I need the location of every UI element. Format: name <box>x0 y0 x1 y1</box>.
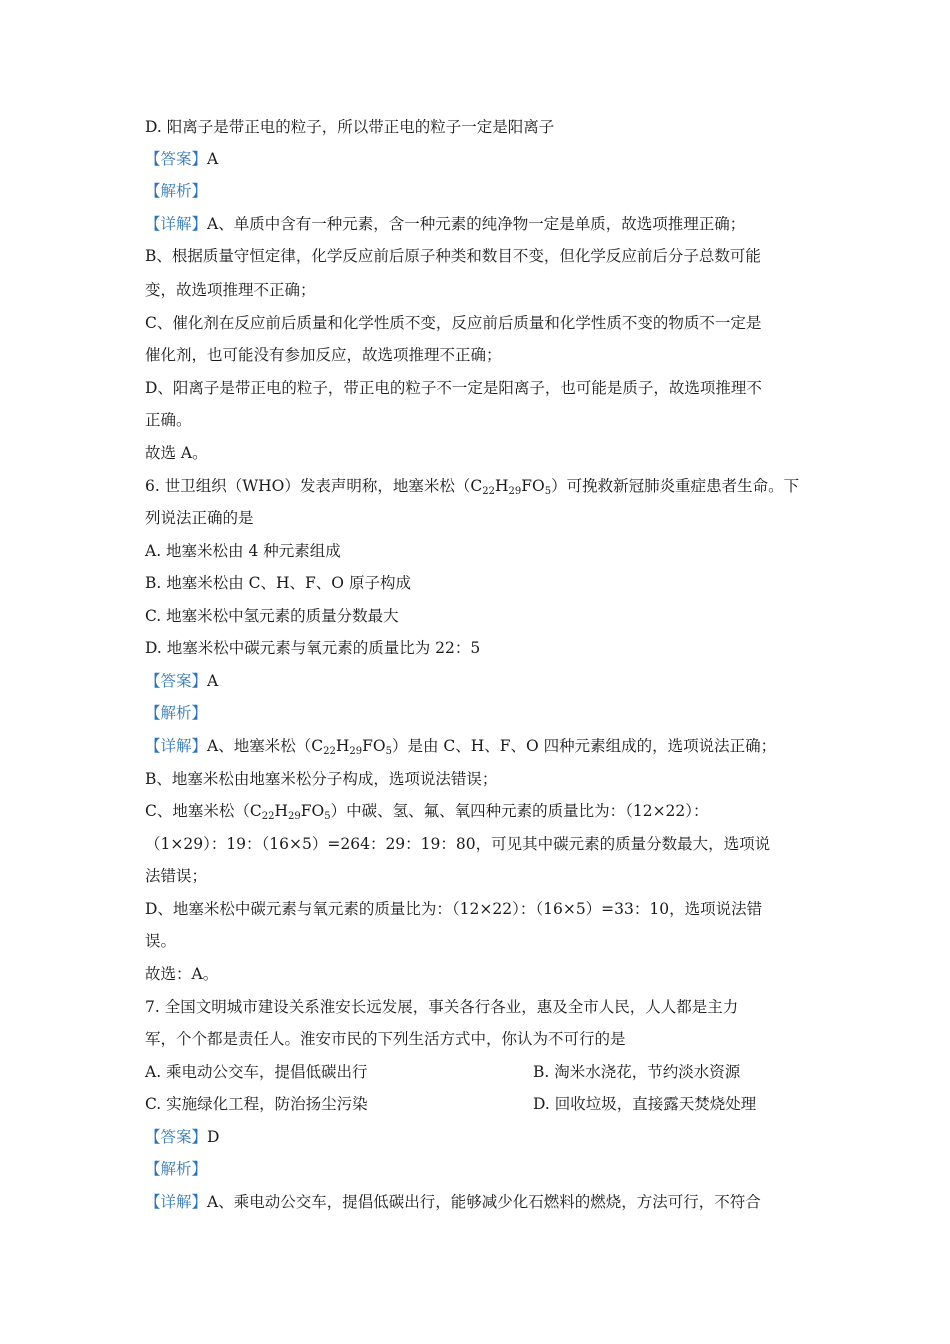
answer-line <box>145 149 810 169</box>
text-line: D、地塞米松中碳元素与氧元素的质量比为：（12×22）：（16×5）=33：10，选项说法错 <box>145 900 763 918</box>
text-line: 误。 <box>145 932 177 950</box>
detail-text: ）是由 C、H、F、O 四种元素组成的，选项说法正确； <box>391 737 777 755</box>
chemical-formula: $C_{22}H_{29}FO_5$ <box>249 802 331 822</box>
answer-tag: 【答案】 <box>145 1128 208 1146</box>
answer-line <box>145 671 810 691</box>
text-line: 变，故选项推理不正确； <box>145 281 316 299</box>
detail-line <box>145 1192 810 1212</box>
text-line: 催化剂，也可能没有参加反应，故选项推理不正确； <box>145 346 502 364</box>
option-b: B. 地塞米松由 C、H、F、O 原子构成 <box>145 574 411 592</box>
options-row <box>145 1094 810 1114</box>
detail-tag: 【详解】 <box>145 215 208 233</box>
analysis-tag-line <box>145 181 810 201</box>
conclusion-line: 故选 A。 <box>145 444 208 462</box>
option-d: D. 地塞米松中碳元素与氧元素的质量比为 22：5 <box>145 639 481 657</box>
detail-text: A、地塞米松（ <box>207 737 312 755</box>
analysis-tag: 【解析】 <box>145 1160 208 1178</box>
detail-text: A、乘电动公交车，提倡低碳出行，能够减少化石燃料的燃烧，方法可行，不符合 <box>207 1193 761 1211</box>
option-a: A. 乘电动公交车，提倡低碳出行 <box>145 1063 368 1081</box>
text-line: D、阳离子是带正电的粒子，带正电的粒子不一定是阳离子，也可能是质子，故选项推理不 <box>145 379 762 397</box>
detail-text: C、地塞米松（ <box>145 802 250 820</box>
stem-part: ）可挽救新冠肺炎重症患者生命。下 <box>551 477 800 495</box>
detail-text: ）中碳、氢、氟、氧四种元素的质量比为：（12×22）： <box>330 802 709 820</box>
analysis-tag-line <box>145 703 810 723</box>
question-6-stem-cont: 列说法正确的是 <box>145 509 254 527</box>
question-6-stem <box>145 476 810 496</box>
analysis-tag-line <box>145 1159 810 1179</box>
option-a: A. 地塞米松由 4 种元素组成 <box>145 542 341 560</box>
analysis-tag: 【解析】 <box>145 704 208 722</box>
text-line: B、地塞米松由地塞米松分子构成，选项说法错误； <box>145 770 498 788</box>
option-c: C. 地塞米松中氢元素的质量分数最大 <box>145 607 399 625</box>
text-line: C、催化剂在反应前后质量和化学性质不变，反应前后质量和化学性质不变的物质不一定是 <box>145 314 762 332</box>
detail-tag: 【详解】 <box>145 737 208 755</box>
chemical-formula: $C_{22}H_{29}FO_5$ <box>311 737 392 757</box>
option-b: B. 淘米水浇花，节约淡水资源 <box>533 1063 741 1081</box>
option-d-q5: D. 阳离子是带正电的粒子，所以带正电的粒子一定是阳离子 <box>145 118 555 136</box>
detail-line <box>145 736 810 756</box>
options-row <box>145 1062 810 1082</box>
text-line: 法错误； <box>145 867 208 885</box>
conclusion-line: 故选：A。 <box>145 965 219 983</box>
detail-text: A、单质中含有一种元素，含一种元素的纯净物一定是单质，故选项推理正确； <box>207 215 746 233</box>
chemical-formula: $C_{22}H_{29}FO_5$ <box>470 477 552 497</box>
answer-tag: 【答案】 <box>145 150 208 168</box>
option-c: C. 实施绿化工程，防治扬尘污染 <box>145 1095 368 1113</box>
detail-line <box>145 214 810 234</box>
answer-line <box>145 1127 810 1147</box>
text-line: B、根据质量守恒定律，化学反应前后原子种类和数目不变，但化学反应前后分子总数可能 <box>145 247 761 265</box>
text-line: （1×29）：19：（16×5）=264：29：19：80，可见其中碳元素的质量分数最大，选项说 <box>145 835 771 853</box>
answer-tag: 【答案】 <box>145 672 208 690</box>
answer-value: A <box>207 150 219 168</box>
detail-tag: 【详解】 <box>145 1193 208 1211</box>
option-d: D. 回收垃圾，直接露天焚烧处理 <box>533 1095 757 1113</box>
analysis-tag: 【解析】 <box>145 182 208 200</box>
answer-value: A <box>207 672 219 690</box>
question-7-stem-cont: 军，个个都是责任人。淮安市民的下列生活方式中，你认为不可行的是 <box>145 1030 626 1048</box>
text-line: 正确。 <box>145 411 192 429</box>
stem-part: 6. 世卫组织（WHO）发表声明称，地塞米松（ <box>145 477 471 495</box>
answer-value: D <box>207 1128 220 1146</box>
text-line <box>145 801 810 821</box>
question-7-stem: 7. 全国文明城市建设关系淮安长远发展，事关各行各业，惠及全市人民，人人都是主力 <box>145 998 739 1016</box>
